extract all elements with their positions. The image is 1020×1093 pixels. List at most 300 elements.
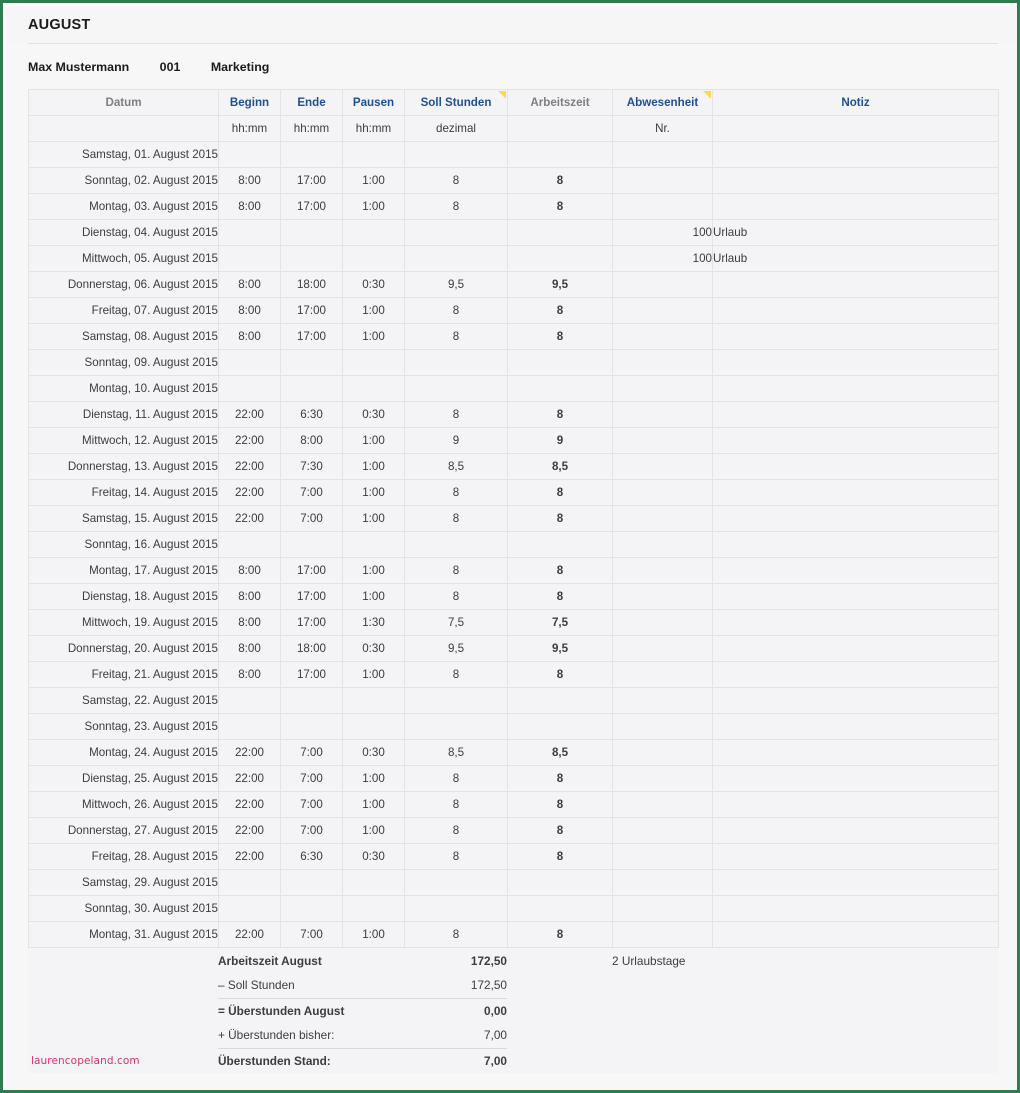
cell-arbeitszeit[interactable] xyxy=(508,870,613,896)
cell-notiz[interactable] xyxy=(713,584,999,610)
table-row[interactable] xyxy=(29,844,999,870)
cell-datum[interactable]: Samstag, 29. August 2015 xyxy=(29,870,219,896)
cell-ende[interactable]: 7:00 xyxy=(281,766,343,792)
summary-gap xyxy=(507,1023,612,1048)
cell-notiz[interactable] xyxy=(713,376,999,402)
cell-datum[interactable]: Montag, 31. August 2015 xyxy=(29,922,219,948)
cell-notiz[interactable] xyxy=(713,792,999,818)
cell-arbeitszeit[interactable]: 8 xyxy=(508,584,613,610)
cell-arbeitszeit[interactable]: 8 xyxy=(508,506,613,532)
cell-soll[interactable]: 8 xyxy=(405,792,508,818)
cell-datum[interactable]: Mittwoch, 12. August 2015 xyxy=(29,428,219,454)
cell-soll[interactable] xyxy=(405,896,508,922)
table-row[interactable] xyxy=(29,610,999,636)
cell-ende[interactable]: 18:00 xyxy=(281,272,343,298)
summary-row xyxy=(28,998,998,1023)
cell-notiz[interactable] xyxy=(713,480,999,506)
cell-abwesenheit[interactable] xyxy=(613,532,713,558)
cell-arbeitszeit[interactable] xyxy=(508,350,613,376)
cell-pausen[interactable] xyxy=(343,246,405,272)
cell-beginn[interactable]: 22:00 xyxy=(219,818,281,844)
cell-arbeitszeit[interactable]: 9 xyxy=(508,428,613,454)
cell-beginn[interactable]: 8:00 xyxy=(219,584,281,610)
cell-datum[interactable]: Freitag, 21. August 2015 xyxy=(29,662,219,688)
cell-beginn[interactable]: 22:00 xyxy=(219,922,281,948)
cell-arbeitszeit[interactable] xyxy=(508,142,613,168)
cell-notiz[interactable] xyxy=(713,142,999,168)
table-row[interactable] xyxy=(29,740,999,766)
cell-abwesenheit[interactable] xyxy=(613,298,713,324)
cell-abwesenheit[interactable] xyxy=(613,168,713,194)
column-subheader-datum xyxy=(29,116,219,142)
cell-ende[interactable] xyxy=(281,350,343,376)
cell-soll[interactable]: 8 xyxy=(405,662,508,688)
cell-beginn[interactable]: 8:00 xyxy=(219,662,281,688)
column-header-abwesenheit[interactable] xyxy=(613,90,713,116)
table-row[interactable] xyxy=(29,688,999,714)
cell-datum[interactable]: Dienstag, 25. August 2015 xyxy=(29,766,219,792)
cell-arbeitszeit[interactable]: 8 xyxy=(508,766,613,792)
cell-soll[interactable] xyxy=(405,532,508,558)
cell-arbeitszeit[interactable]: 8 xyxy=(508,662,613,688)
table-row[interactable] xyxy=(29,506,999,532)
cell-arbeitszeit[interactable]: 8 xyxy=(508,558,613,584)
cell-beginn[interactable] xyxy=(219,350,281,376)
cell-pausen[interactable] xyxy=(343,870,405,896)
column-header-pausen[interactable] xyxy=(343,90,405,116)
cell-abwesenheit[interactable] xyxy=(613,922,713,948)
cell-pausen[interactable]: 0:30 xyxy=(343,740,405,766)
table-row[interactable] xyxy=(29,402,999,428)
cell-arbeitszeit[interactable] xyxy=(508,688,613,714)
cell-pausen[interactable] xyxy=(343,376,405,402)
cell-datum[interactable]: Freitag, 28. August 2015 xyxy=(29,844,219,870)
cell-beginn[interactable]: 8:00 xyxy=(219,298,281,324)
cell-ende[interactable]: 17:00 xyxy=(281,610,343,636)
cell-beginn[interactable] xyxy=(219,142,281,168)
summary-table-body xyxy=(28,948,998,1073)
table-row[interactable] xyxy=(29,584,999,610)
cell-soll[interactable]: 8 xyxy=(405,766,508,792)
cell-beginn[interactable]: 8:00 xyxy=(219,194,281,220)
cell-ende[interactable]: 7:00 xyxy=(281,740,343,766)
cell-beginn[interactable] xyxy=(219,246,281,272)
cell-notiz[interactable] xyxy=(713,844,999,870)
cell-pausen[interactable]: 1:00 xyxy=(343,584,405,610)
table-row[interactable] xyxy=(29,324,999,350)
cell-abwesenheit[interactable] xyxy=(613,402,713,428)
cell-abwesenheit[interactable] xyxy=(613,376,713,402)
cell-abwesenheit[interactable] xyxy=(613,558,713,584)
cell-datum[interactable]: Mittwoch, 19. August 2015 xyxy=(29,610,219,636)
cell-datum[interactable]: Montag, 17. August 2015 xyxy=(29,558,219,584)
cell-notiz[interactable] xyxy=(713,324,999,350)
cell-datum[interactable]: Sonntag, 16. August 2015 xyxy=(29,532,219,558)
cell-abwesenheit[interactable] xyxy=(613,636,713,662)
cell-pausen[interactable]: 1:00 xyxy=(343,766,405,792)
column-header-arbeitszeit[interactable] xyxy=(508,90,613,116)
cell-arbeitszeit[interactable]: 8,5 xyxy=(508,740,613,766)
cell-ende[interactable]: 17:00 xyxy=(281,324,343,350)
cell-pausen[interactable]: 1:00 xyxy=(343,818,405,844)
cell-pausen[interactable]: 0:30 xyxy=(343,402,405,428)
cell-abwesenheit[interactable] xyxy=(613,584,713,610)
table-row[interactable] xyxy=(29,376,999,402)
table-row[interactable] xyxy=(29,480,999,506)
cell-pausen[interactable]: 1:00 xyxy=(343,662,405,688)
cell-ende[interactable]: 6:30 xyxy=(281,402,343,428)
cell-datum[interactable]: Sonntag, 09. August 2015 xyxy=(29,350,219,376)
cell-notiz[interactable] xyxy=(713,766,999,792)
cell-beginn[interactable]: 22:00 xyxy=(219,506,281,532)
cell-soll[interactable]: 9,5 xyxy=(405,636,508,662)
cell-pausen[interactable]: 0:30 xyxy=(343,636,405,662)
cell-abwesenheit[interactable] xyxy=(613,714,713,740)
cell-soll[interactable] xyxy=(405,714,508,740)
cell-notiz[interactable] xyxy=(713,272,999,298)
cell-beginn[interactable] xyxy=(219,376,281,402)
cell-abwesenheit[interactable]: 100 xyxy=(613,220,713,246)
cell-notiz[interactable] xyxy=(713,168,999,194)
cell-arbeitszeit[interactable] xyxy=(508,532,613,558)
cell-ende[interactable]: 17:00 xyxy=(281,662,343,688)
cell-arbeitszeit[interactable] xyxy=(508,714,613,740)
cell-pausen[interactable]: 1:00 xyxy=(343,454,405,480)
cell-abwesenheit[interactable] xyxy=(613,662,713,688)
cell-soll[interactable]: 9 xyxy=(405,428,508,454)
cell-soll[interactable]: 8 xyxy=(405,506,508,532)
cell-ende[interactable]: 17:00 xyxy=(281,298,343,324)
cell-datum[interactable]: Freitag, 14. August 2015 xyxy=(29,480,219,506)
cell-ende[interactable] xyxy=(281,246,343,272)
cell-arbeitszeit[interactable] xyxy=(508,896,613,922)
cell-pausen[interactable]: 0:30 xyxy=(343,272,405,298)
table-row[interactable] xyxy=(29,428,999,454)
cell-soll[interactable]: 8 xyxy=(405,298,508,324)
cell-beginn[interactable]: 8:00 xyxy=(219,610,281,636)
cell-ende[interactable] xyxy=(281,688,343,714)
cell-abwesenheit[interactable] xyxy=(613,480,713,506)
table-row[interactable] xyxy=(29,454,999,480)
cell-beginn[interactable]: 22:00 xyxy=(219,480,281,506)
column-header-ende[interactable] xyxy=(281,90,343,116)
cell-arbeitszeit[interactable]: 8 xyxy=(508,168,613,194)
column-header-datum[interactable] xyxy=(29,90,219,116)
cell-datum[interactable]: Mittwoch, 05. August 2015 xyxy=(29,246,219,272)
cell-datum[interactable]: Sonntag, 30. August 2015 xyxy=(29,896,219,922)
cell-beginn[interactable]: 8:00 xyxy=(219,168,281,194)
cell-beginn[interactable] xyxy=(219,688,281,714)
header-row-main xyxy=(29,90,999,116)
table-row[interactable] xyxy=(29,168,999,194)
cell-pausen[interactable]: 1:00 xyxy=(343,298,405,324)
cell-beginn[interactable] xyxy=(219,896,281,922)
cell-arbeitszeit[interactable]: 8 xyxy=(508,480,613,506)
cell-arbeitszeit[interactable]: 8,5 xyxy=(508,454,613,480)
cell-arbeitszeit[interactable]: 8 xyxy=(508,922,613,948)
cell-soll[interactable] xyxy=(405,142,508,168)
cell-pausen[interactable]: 1:00 xyxy=(343,428,405,454)
cell-notiz[interactable] xyxy=(713,558,999,584)
column-header-label: Notiz xyxy=(841,96,870,109)
cell-notiz[interactable] xyxy=(713,298,999,324)
table-row[interactable] xyxy=(29,220,999,246)
table-row[interactable] xyxy=(29,792,999,818)
cell-beginn[interactable]: 8:00 xyxy=(219,272,281,298)
cell-datum[interactable]: Donnerstag, 06. August 2015 xyxy=(29,272,219,298)
cell-ende[interactable] xyxy=(281,220,343,246)
cell-beginn[interactable]: 8:00 xyxy=(219,324,281,350)
cell-notiz[interactable] xyxy=(713,350,999,376)
cell-ende[interactable]: 7:00 xyxy=(281,506,343,532)
cell-ende[interactable] xyxy=(281,870,343,896)
cell-beginn[interactable]: 22:00 xyxy=(219,454,281,480)
cell-pausen[interactable] xyxy=(343,350,405,376)
cell-datum[interactable]: Dienstag, 04. August 2015 xyxy=(29,220,219,246)
cell-datum[interactable]: Montag, 10. August 2015 xyxy=(29,376,219,402)
cell-soll[interactable]: 9,5 xyxy=(405,272,508,298)
cell-ende[interactable]: 7:30 xyxy=(281,454,343,480)
table-row[interactable] xyxy=(29,532,999,558)
cell-beginn[interactable] xyxy=(219,220,281,246)
cell-datum[interactable]: Donnerstag, 27. August 2015 xyxy=(29,818,219,844)
table-row[interactable] xyxy=(29,194,999,220)
cell-beginn[interactable]: 22:00 xyxy=(219,766,281,792)
cell-ende[interactable] xyxy=(281,376,343,402)
cell-arbeitszeit[interactable]: 7,5 xyxy=(508,610,613,636)
cell-beginn[interactable]: 22:00 xyxy=(219,428,281,454)
cell-abwesenheit[interactable] xyxy=(613,844,713,870)
cell-abwesenheit[interactable] xyxy=(613,142,713,168)
cell-soll[interactable]: 8 xyxy=(405,324,508,350)
cell-soll[interactable]: 8 xyxy=(405,558,508,584)
cell-soll[interactable]: 8 xyxy=(405,402,508,428)
cell-ende[interactable] xyxy=(281,714,343,740)
cell-datum[interactable]: Samstag, 08. August 2015 xyxy=(29,324,219,350)
cell-arbeitszeit[interactable] xyxy=(508,220,613,246)
cell-soll[interactable]: 8 xyxy=(405,844,508,870)
cell-soll[interactable] xyxy=(405,350,508,376)
cell-pausen[interactable] xyxy=(343,688,405,714)
cell-notiz[interactable] xyxy=(713,818,999,844)
cell-ende[interactable]: 17:00 xyxy=(281,558,343,584)
summary-gap xyxy=(507,973,612,998)
cell-arbeitszeit[interactable]: 8 xyxy=(508,194,613,220)
cell-soll[interactable]: 8 xyxy=(405,480,508,506)
cell-soll[interactable]: 8 xyxy=(405,194,508,220)
cell-ende[interactable]: 7:00 xyxy=(281,818,343,844)
cell-pausen[interactable]: 1:00 xyxy=(343,792,405,818)
cell-beginn[interactable]: 8:00 xyxy=(219,636,281,662)
cell-pausen[interactable]: 1:00 xyxy=(343,168,405,194)
cell-soll[interactable] xyxy=(405,246,508,272)
cell-notiz[interactable] xyxy=(713,506,999,532)
cell-soll[interactable]: 8,5 xyxy=(405,740,508,766)
table-row[interactable] xyxy=(29,766,999,792)
cell-notiz[interactable] xyxy=(713,428,999,454)
cell-beginn[interactable] xyxy=(219,532,281,558)
cell-pausen[interactable] xyxy=(343,896,405,922)
cell-notiz[interactable] xyxy=(713,610,999,636)
cell-pausen[interactable] xyxy=(343,714,405,740)
cell-notiz[interactable] xyxy=(713,662,999,688)
title-bar xyxy=(6,6,1020,43)
cell-soll[interactable]: 8 xyxy=(405,584,508,610)
table-row[interactable] xyxy=(29,298,999,324)
cell-notiz[interactable] xyxy=(713,636,999,662)
cell-soll[interactable]: 8,5 xyxy=(405,454,508,480)
cell-datum[interactable]: Samstag, 22. August 2015 xyxy=(29,688,219,714)
cell-pausen[interactable] xyxy=(343,142,405,168)
cell-ende[interactable]: 8:00 xyxy=(281,428,343,454)
cell-abwesenheit[interactable] xyxy=(613,792,713,818)
cell-datum[interactable]: Dienstag, 11. August 2015 xyxy=(29,402,219,428)
cell-abwesenheit[interactable] xyxy=(613,272,713,298)
table-row[interactable] xyxy=(29,272,999,298)
cell-beginn[interactable]: 8:00 xyxy=(219,558,281,584)
table-row[interactable] xyxy=(29,142,999,168)
cell-pausen[interactable]: 0:30 xyxy=(343,844,405,870)
cell-ende[interactable]: 17:00 xyxy=(281,194,343,220)
cell-beginn[interactable]: 22:00 xyxy=(219,402,281,428)
cell-notiz[interactable] xyxy=(713,402,999,428)
cell-pausen[interactable]: 1:00 xyxy=(343,506,405,532)
cell-ende[interactable]: 7:00 xyxy=(281,480,343,506)
cell-notiz[interactable]: Urlaub xyxy=(713,246,999,272)
table-row[interactable] xyxy=(29,870,999,896)
cell-ende[interactable] xyxy=(281,532,343,558)
cell-abwesenheit[interactable] xyxy=(613,688,713,714)
cell-pausen[interactable]: 1:00 xyxy=(343,922,405,948)
cell-abwesenheit[interactable] xyxy=(613,454,713,480)
cell-arbeitszeit[interactable]: 8 xyxy=(508,792,613,818)
cell-beginn[interactable] xyxy=(219,714,281,740)
table-row[interactable] xyxy=(29,922,999,948)
cell-abwesenheit[interactable]: 100 xyxy=(613,246,713,272)
cell-notiz[interactable] xyxy=(713,194,999,220)
summary-label: Arbeitszeit August xyxy=(218,948,404,973)
table-row[interactable] xyxy=(29,558,999,584)
cell-ende[interactable]: 7:00 xyxy=(281,922,343,948)
cell-abwesenheit[interactable] xyxy=(613,350,713,376)
cell-arbeitszeit[interactable] xyxy=(508,246,613,272)
cell-beginn[interactable]: 22:00 xyxy=(219,740,281,766)
cell-ende[interactable]: 7:00 xyxy=(281,792,343,818)
cell-datum[interactable]: Freitag, 07. August 2015 xyxy=(29,298,219,324)
column-header-beginn[interactable] xyxy=(219,90,281,116)
cell-datum[interactable]: Dienstag, 18. August 2015 xyxy=(29,584,219,610)
cell-datum[interactable]: Sonntag, 23. August 2015 xyxy=(29,714,219,740)
cell-arbeitszeit[interactable]: 8 xyxy=(508,298,613,324)
cell-notiz[interactable] xyxy=(713,896,999,922)
cell-abwesenheit[interactable] xyxy=(613,610,713,636)
cell-beginn[interactable]: 22:00 xyxy=(219,792,281,818)
summary-row xyxy=(28,1048,998,1073)
cell-ende[interactable] xyxy=(281,142,343,168)
cell-abwesenheit[interactable] xyxy=(613,506,713,532)
column-header-label: Soll Stunden xyxy=(420,96,492,109)
cell-pausen[interactable] xyxy=(343,220,405,246)
cell-soll[interactable]: 8 xyxy=(405,818,508,844)
cell-datum[interactable]: Donnerstag, 20. August 2015 xyxy=(29,636,219,662)
cell-arbeitszeit[interactable]: 8 xyxy=(508,818,613,844)
cell-pausen[interactable]: 1:00 xyxy=(343,324,405,350)
cell-notiz[interactable]: Urlaub xyxy=(713,220,999,246)
cell-abwesenheit[interactable] xyxy=(613,194,713,220)
table-row[interactable] xyxy=(29,246,999,272)
cell-soll[interactable]: 8 xyxy=(405,922,508,948)
cell-arbeitszeit[interactable]: 9,5 xyxy=(508,272,613,298)
table-row[interactable] xyxy=(29,896,999,922)
cell-datum[interactable]: Donnerstag, 13. August 2015 xyxy=(29,454,219,480)
table-row[interactable] xyxy=(29,714,999,740)
cell-abwesenheit[interactable] xyxy=(613,896,713,922)
cell-notiz[interactable] xyxy=(713,740,999,766)
cell-soll[interactable]: 8 xyxy=(405,168,508,194)
cell-ende[interactable]: 17:00 xyxy=(281,168,343,194)
cell-pausen[interactable]: 1:00 xyxy=(343,194,405,220)
cell-ende[interactable]: 6:30 xyxy=(281,844,343,870)
cell-abwesenheit[interactable] xyxy=(613,324,713,350)
cell-soll[interactable] xyxy=(405,220,508,246)
cell-datum[interactable]: Montag, 03. August 2015 xyxy=(29,194,219,220)
cell-abwesenheit[interactable] xyxy=(613,766,713,792)
cell-ende[interactable]: 17:00 xyxy=(281,584,343,610)
cell-datum[interactable]: Montag, 24. August 2015 xyxy=(29,740,219,766)
column-header-notiz[interactable] xyxy=(713,90,999,116)
cell-pausen[interactable] xyxy=(343,532,405,558)
cell-datum[interactable]: Mittwoch, 26. August 2015 xyxy=(29,792,219,818)
cell-soll[interactable] xyxy=(405,688,508,714)
cell-notiz[interactable] xyxy=(713,532,999,558)
cell-abwesenheit[interactable] xyxy=(613,818,713,844)
cell-abwesenheit[interactable] xyxy=(613,740,713,766)
cell-notiz[interactable] xyxy=(713,870,999,896)
cell-arbeitszeit[interactable]: 8 xyxy=(508,844,613,870)
cell-soll[interactable]: 7,5 xyxy=(405,610,508,636)
header-row-sub xyxy=(29,116,999,142)
cell-arbeitszeit[interactable] xyxy=(508,376,613,402)
cell-notiz[interactable] xyxy=(713,454,999,480)
table-row[interactable] xyxy=(29,818,999,844)
cell-datum[interactable]: Sonntag, 02. August 2015 xyxy=(29,168,219,194)
cell-ende[interactable] xyxy=(281,896,343,922)
summary-value: 172,50 xyxy=(404,973,507,998)
cell-datum[interactable]: Samstag, 15. August 2015 xyxy=(29,506,219,532)
cell-soll[interactable] xyxy=(405,376,508,402)
cell-pausen[interactable]: 1:00 xyxy=(343,480,405,506)
cell-notiz[interactable] xyxy=(713,714,999,740)
cell-pausen[interactable]: 1:00 xyxy=(343,558,405,584)
cell-ende[interactable]: 18:00 xyxy=(281,636,343,662)
cell-soll[interactable] xyxy=(405,870,508,896)
cell-beginn[interactable] xyxy=(219,870,281,896)
table-row[interactable] xyxy=(29,350,999,376)
cell-arbeitszeit[interactable]: 8 xyxy=(508,324,613,350)
cell-notiz[interactable] xyxy=(713,688,999,714)
cell-beginn[interactable]: 22:00 xyxy=(219,844,281,870)
cell-arbeitszeit[interactable]: 9,5 xyxy=(508,636,613,662)
cell-notiz[interactable] xyxy=(713,922,999,948)
table-row[interactable] xyxy=(29,662,999,688)
cell-datum[interactable]: Samstag, 01. August 2015 xyxy=(29,142,219,168)
column-header-soll-stunden[interactable] xyxy=(405,90,508,116)
cell-abwesenheit[interactable] xyxy=(613,428,713,454)
cell-pausen[interactable]: 1:30 xyxy=(343,610,405,636)
cell-abwesenheit[interactable] xyxy=(613,870,713,896)
cell-arbeitszeit[interactable]: 8 xyxy=(508,402,613,428)
table-row[interactable] xyxy=(29,636,999,662)
